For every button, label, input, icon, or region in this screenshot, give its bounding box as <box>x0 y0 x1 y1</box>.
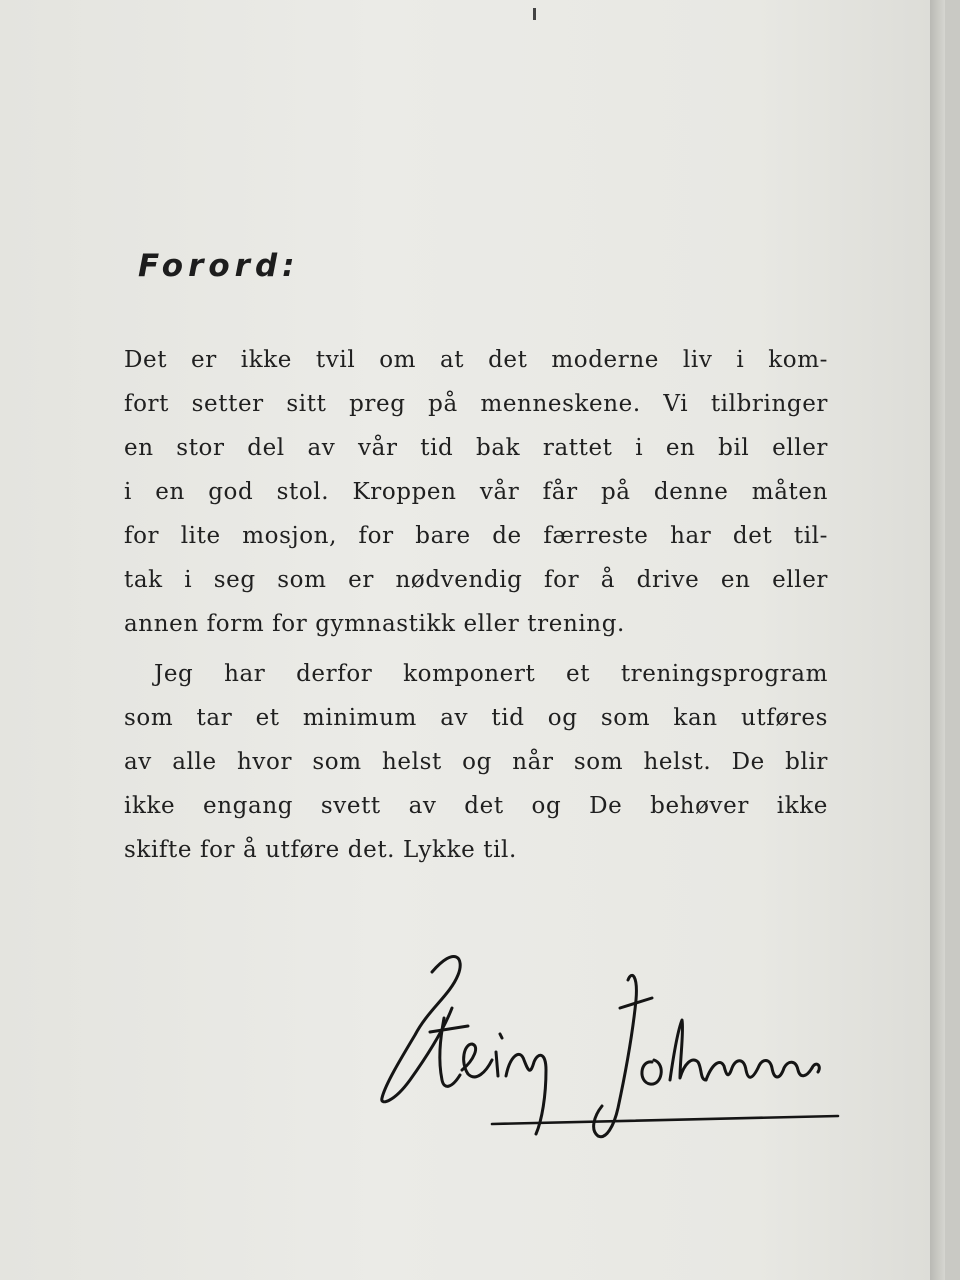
foreword-text <box>124 338 828 872</box>
text-line: skifte for å utføre det. Lykke til. <box>124 837 517 863</box>
paragraph-2 <box>124 652 828 872</box>
page-edge <box>930 0 945 1280</box>
text-line: Det er ikke tvil om at det moderne liv i kom- <box>124 347 828 373</box>
text-line: for lite mosjon, for bare de færreste har det til- <box>124 523 828 549</box>
handwritten-signature <box>370 930 850 1150</box>
text-line: som tar et minimum av tid og som kan utføres <box>124 705 828 731</box>
text-line: tak i seg som er nødvendig for å drive en eller <box>124 567 828 593</box>
text-line: ikke engang svett av det og De behøver ikke <box>124 793 828 819</box>
text-line: annen form for gymnastikk eller trening. <box>124 611 625 637</box>
page-mark <box>533 8 536 20</box>
text-line: fort setter sitt preg på menneskene. Vi tilbringer <box>124 391 828 417</box>
text-line: Jeg har derfor komponert et treningsprogram <box>154 661 828 687</box>
text-line: en stor del av vår tid bak rattet i en bil eller <box>124 435 828 461</box>
text-line: i en god stol. Kroppen vår får på denne måten <box>124 479 828 505</box>
paragraph-1 <box>124 338 828 646</box>
page-heading: Forord: <box>138 248 300 284</box>
text-line: av alle hvor som helst og når som helst. De blir <box>124 749 828 775</box>
